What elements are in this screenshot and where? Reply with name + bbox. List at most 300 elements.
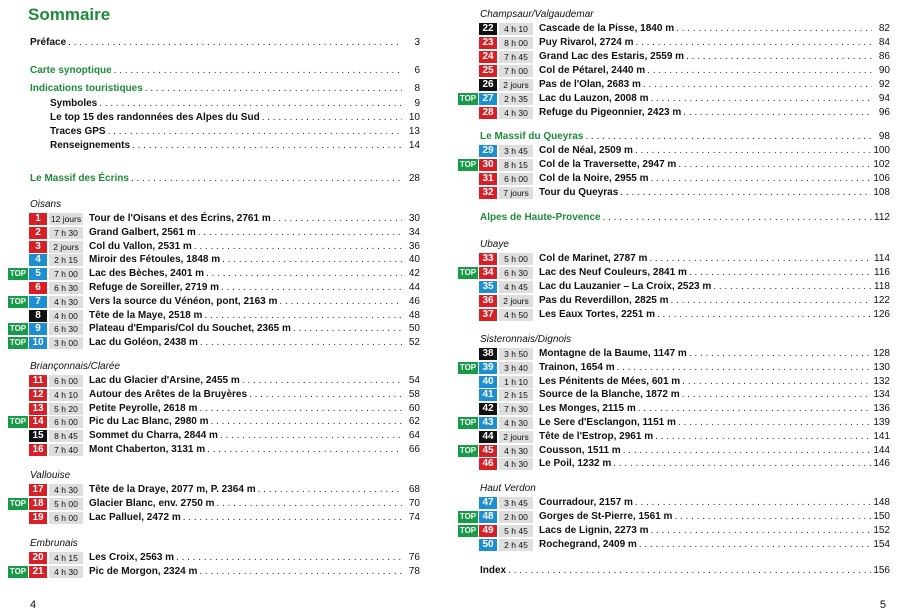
hike-page-number: 134 — [873, 389, 890, 401]
hike-page-number: 82 — [878, 23, 890, 34]
hike-name: Cousson, 1511 m — [539, 444, 621, 456]
hike-page-number: 136 — [873, 403, 890, 415]
leader-dots — [649, 252, 872, 266]
hike-number-badge: 29 — [479, 145, 497, 157]
hike-page-number: 50 — [408, 323, 420, 335]
hike-row[interactable] — [8, 212, 420, 226]
hike-number-badge: 5 — [29, 268, 47, 280]
leader-dots — [674, 510, 871, 524]
hike-row[interactable] — [458, 347, 890, 361]
leader-dots — [258, 483, 402, 497]
leader-dots — [650, 524, 871, 538]
hike-row[interactable] — [458, 158, 890, 172]
hike-number-badge: 15 — [29, 430, 47, 442]
duration-badge: 4 h 10 — [49, 389, 83, 401]
section-heading-page: 112 — [874, 212, 890, 223]
hike-name: Les Monges, 2115 m — [539, 403, 636, 415]
leader-dots — [676, 22, 872, 36]
hike-name: Col de Marinet, 2787 m — [539, 253, 648, 264]
hike-page-number: 52 — [408, 337, 420, 349]
duration-badge: 4 h 30 — [499, 417, 533, 429]
hike-page-number: 60 — [408, 402, 420, 414]
hike-number-badge: 48 — [479, 511, 497, 523]
leader-dots — [686, 50, 872, 64]
hike-number-badge: 50 — [479, 539, 497, 551]
leader-dots — [279, 295, 402, 309]
top-badge: TOP — [459, 94, 477, 103]
duration-badge: 4 h 30 — [499, 445, 533, 457]
hike-number-badge: 23 — [479, 37, 497, 49]
duration-badge: 2 jours — [499, 79, 533, 91]
region-heading: Embrunais — [30, 538, 78, 549]
hike-name: Lac des Neuf Couleurs, 2841 m — [539, 267, 687, 278]
hike-name: Pas du Reverdillon, 2825 m — [539, 295, 669, 306]
hike-page-number: 128 — [873, 348, 890, 359]
duration-badge: 4 h 50 — [499, 309, 533, 321]
hike-page-number: 139 — [873, 417, 890, 428]
duration-badge: 7 h 30 — [49, 227, 83, 239]
duration-badge: 8 h 15 — [499, 159, 533, 171]
leader-dots — [655, 430, 871, 444]
hike-page-number: 62 — [408, 416, 420, 428]
duration-badge: 2 jours — [499, 431, 533, 443]
hike-name: Col de Pétarel, 2440 m — [539, 65, 646, 76]
index-page-number: 156 — [873, 565, 890, 576]
hike-number-badge: 7 — [29, 296, 47, 308]
hike-number-badge: 31 — [479, 173, 497, 185]
hike-number-badge: 37 — [479, 309, 497, 321]
hike-name: Lacs de Lignin, 2273 m — [539, 525, 649, 536]
leader-dots — [199, 565, 402, 579]
hike-number-badge: 49 — [479, 525, 497, 537]
duration-badge: 4 h 30 — [499, 458, 533, 470]
hike-row[interactable] — [8, 253, 420, 267]
hike-row[interactable] — [8, 267, 420, 281]
toc-label: Le top 15 des randonnées des Alpes du Sud — [50, 112, 260, 123]
hike-row[interactable] — [8, 511, 420, 525]
hike-page-number: 92 — [878, 79, 890, 90]
hike-number-badge: 45 — [479, 445, 497, 457]
hike-number-badge: 8 — [29, 310, 47, 322]
duration-badge: 2 h 15 — [499, 389, 533, 401]
hike-name: Col du Vallon, 2531 m — [89, 240, 192, 252]
hike-row[interactable] — [8, 565, 420, 579]
hike-name: Plateau d'Emparis/Col du Souchet, 2365 m — [89, 323, 291, 335]
hike-row[interactable] — [458, 78, 890, 92]
hike-number-badge: 22 — [479, 23, 497, 35]
hike-page-number: 106 — [873, 173, 890, 184]
duration-badge: 2 jours — [49, 241, 83, 253]
hike-name: Gorges de St-Pierre, 1561 m — [539, 511, 673, 522]
leader-dots — [643, 78, 872, 92]
hike-name: Col de la Noire, 2955 m — [539, 173, 649, 184]
hike-number-badge: 28 — [479, 107, 497, 119]
hike-page-number: 114 — [874, 253, 890, 264]
hike-page-number: 34 — [408, 226, 420, 238]
hike-page-number: 36 — [408, 240, 420, 252]
hike-page-number: 146 — [873, 458, 890, 470]
hike-row[interactable] — [8, 483, 420, 497]
leader-dots — [508, 564, 871, 578]
hike-page-number: 30 — [408, 213, 420, 224]
hike-number-badge: 9 — [29, 323, 47, 335]
hike-number-badge: 39 — [479, 362, 497, 374]
leader-dots — [638, 402, 872, 416]
hike-row[interactable] — [458, 64, 890, 78]
hike-number-badge: 43 — [479, 417, 497, 429]
hike-name: Miroir des Fétoules, 1848 m — [89, 254, 221, 266]
hike-number-badge: 10 — [29, 337, 47, 349]
hike-number-badge: 26 — [479, 79, 497, 91]
hike-row[interactable] — [458, 388, 890, 402]
hike-row[interactable] — [458, 430, 890, 444]
toc-entry[interactable] — [30, 139, 420, 153]
hike-number-badge: 38 — [479, 348, 497, 360]
section-heading[interactable] — [480, 130, 890, 144]
duration-badge: 7 h 30 — [499, 403, 533, 415]
hike-name: Lac du Goléon, 2438 m — [89, 337, 198, 349]
hike-name: Montagne de la Baume, 1147 m — [539, 348, 687, 359]
hike-name: Lac des Bèches, 2401 m — [89, 268, 205, 280]
hike-name: Lac du Glacier d'Arsine, 2455 m — [89, 375, 240, 386]
leader-dots — [131, 172, 402, 186]
hike-page-number: 148 — [873, 497, 890, 508]
hike-number-badge: 18 — [29, 498, 47, 510]
folio-left: 4 — [30, 599, 37, 611]
hike-name: Trainon, 1654 m — [539, 361, 615, 373]
toc-label: Préface — [30, 37, 67, 48]
hike-number-badge: 16 — [29, 444, 47, 456]
duration-badge: 2 h 45 — [499, 539, 533, 551]
leader-dots — [689, 266, 872, 280]
leader-dots — [620, 186, 871, 200]
hike-name: Tour du Queyras — [539, 187, 619, 198]
hike-row[interactable] — [8, 429, 420, 443]
hike-row[interactable] — [458, 36, 890, 50]
index-entry[interactable] — [480, 564, 890, 578]
region-heading: Briançonnais/Clarée — [30, 361, 121, 372]
hike-row[interactable] — [458, 402, 890, 416]
hike-number-badge: 24 — [479, 51, 497, 63]
hike-row[interactable] — [8, 336, 420, 350]
leader-dots — [194, 240, 402, 254]
hike-name: Sommet du Charra, 2844 m — [89, 430, 218, 442]
hike-row[interactable] — [458, 457, 890, 471]
hike-page-number: 70 — [408, 497, 420, 509]
duration-badge: 1 h 10 — [499, 376, 533, 388]
hike-page-number: 132 — [873, 375, 890, 387]
region-heading: Haut Verdon — [480, 483, 536, 494]
hike-number-badge: 4 — [29, 254, 47, 266]
hike-number-badge: 32 — [479, 187, 497, 199]
hike-number-badge: 12 — [29, 389, 47, 401]
hike-row[interactable] — [458, 524, 890, 538]
hike-name: Pic du Lac Blanc, 2980 m — [89, 416, 209, 428]
hike-row[interactable] — [8, 240, 420, 254]
hike-page-number: 48 — [408, 309, 420, 321]
leader-dots — [132, 139, 402, 153]
hike-number-badge: 46 — [479, 458, 497, 470]
top-badge: TOP — [9, 324, 27, 334]
duration-badge: 6 h 00 — [49, 375, 83, 387]
top-badge: TOP — [459, 268, 477, 277]
leader-dots — [635, 144, 871, 158]
hike-name: Pic de Morgon, 2324 m — [89, 565, 198, 577]
toc-entry[interactable] — [30, 172, 420, 186]
duration-badge: 7 h 00 — [499, 65, 533, 77]
hike-page-number: 42 — [408, 268, 420, 280]
hike-page-number: 90 — [878, 65, 890, 76]
hike-row[interactable] — [458, 144, 890, 158]
hike-name: Refuge du Pigeonnier, 2423 m — [539, 107, 682, 118]
hike-page-number: 74 — [408, 511, 420, 523]
hike-number-badge: 21 — [29, 566, 47, 578]
toc-entry[interactable] — [30, 64, 420, 78]
hike-row[interactable] — [8, 497, 420, 511]
hike-page-number: 94 — [878, 93, 890, 104]
hike-number-badge: 25 — [479, 65, 497, 77]
hike-number-badge: 20 — [29, 552, 47, 564]
toc-page-number: 28 — [408, 173, 420, 184]
leader-dots — [204, 309, 402, 323]
hike-page-number: 86 — [878, 51, 890, 62]
leader-dots — [222, 253, 402, 267]
hike-row[interactable] — [8, 551, 420, 565]
hike-row[interactable] — [458, 496, 890, 510]
leader-dots — [603, 211, 872, 225]
duration-badge: 4 h 45 — [499, 281, 533, 293]
section-heading-label: Le Massif du Queyras — [480, 131, 584, 142]
duration-badge: 3 h 00 — [49, 337, 83, 349]
hike-name: Les Croix, 2563 m — [89, 552, 175, 563]
duration-badge: 5 h 20 — [49, 403, 83, 415]
hike-page-number: 130 — [873, 361, 890, 373]
toc-label: Indications touristiques — [30, 83, 143, 94]
hike-number-badge: 44 — [479, 431, 497, 443]
hike-row[interactable] — [458, 294, 890, 308]
leader-dots — [99, 97, 402, 111]
duration-badge: 6 h 30 — [499, 267, 533, 279]
hike-row[interactable] — [8, 443, 420, 457]
hike-row[interactable] — [8, 226, 420, 240]
duration-badge: 2 h 35 — [499, 93, 533, 105]
leader-dots — [647, 64, 872, 78]
leader-dots — [293, 322, 402, 336]
hike-number-badge: 13 — [29, 403, 47, 415]
hike-row[interactable] — [8, 374, 420, 388]
hike-row[interactable] — [458, 444, 890, 458]
hike-row[interactable] — [458, 186, 890, 200]
leader-dots — [683, 106, 872, 120]
leader-dots — [114, 64, 402, 78]
section-heading-page: 98 — [878, 131, 890, 142]
top-badge: TOP — [459, 160, 477, 169]
hike-row[interactable] — [458, 416, 890, 430]
hike-name: Source de la Blanche, 1872 m — [539, 389, 680, 401]
hike-row[interactable] — [8, 309, 420, 323]
hike-name: Lac du Lauzon, 2008 m — [539, 93, 649, 104]
toc-page-number: 3 — [414, 37, 420, 48]
leader-dots — [211, 415, 403, 429]
hike-name: Col de la Traversette, 2947 m — [539, 159, 677, 170]
top-badge: TOP — [9, 296, 27, 306]
hike-row[interactable] — [458, 538, 890, 552]
hike-name: Grand Galbert, 2561 m — [89, 226, 196, 238]
hike-name: Tour de l'Oisans et des Écrins, 2761 m — [89, 213, 271, 224]
hike-row[interactable] — [458, 510, 890, 524]
section-heading[interactable] — [480, 211, 890, 225]
top-badge: TOP — [9, 269, 27, 279]
hike-number-badge: 35 — [479, 281, 497, 293]
hike-page-number: 122 — [873, 295, 890, 306]
toc-page-number: 10 — [408, 112, 420, 123]
leader-dots — [221, 281, 402, 295]
leader-dots — [623, 444, 872, 458]
hike-page-number: 76 — [408, 552, 420, 563]
leader-dots — [199, 402, 402, 416]
hike-name: Lac Palluel, 2472 m — [89, 511, 181, 523]
duration-badge: 7 h 40 — [49, 444, 83, 456]
toc-entry[interactable] — [30, 82, 420, 96]
hike-page-number: 102 — [873, 159, 890, 170]
leader-dots — [682, 388, 872, 402]
hike-page-number: 84 — [878, 37, 890, 48]
duration-badge: 7 h 00 — [49, 268, 83, 280]
hike-row[interactable] — [8, 415, 420, 429]
hike-row[interactable] — [458, 280, 890, 294]
hike-name: Cascade de la Pisse, 1840 m — [539, 23, 675, 34]
toc-page-number: 14 — [408, 140, 420, 151]
hike-number-badge: 34 — [479, 267, 497, 279]
hike-row[interactable] — [458, 266, 890, 280]
leader-dots — [198, 226, 402, 240]
duration-badge: 4 h 30 — [49, 296, 83, 308]
hike-page-number: 44 — [408, 282, 420, 293]
duration-badge: 2 jours — [499, 295, 533, 307]
duration-badge: 6 h 30 — [49, 282, 83, 294]
leader-dots — [671, 294, 872, 308]
top-badge: TOP — [9, 566, 27, 576]
leader-dots — [689, 347, 871, 361]
hike-number-badge: 6 — [29, 282, 47, 294]
duration-badge: 8 h 45 — [49, 430, 83, 442]
hike-page-number: 66 — [408, 444, 420, 455]
hike-name: Autour des Arêtes de la Bruyères — [89, 388, 248, 400]
hike-name: Vers la source du Vénéon, pont, 2163 m — [89, 295, 278, 307]
toc-page-number: 13 — [408, 126, 420, 137]
hike-row[interactable] — [458, 252, 890, 266]
hike-row[interactable] — [458, 172, 890, 186]
leader-dots — [585, 130, 872, 144]
region-heading: Ubaye — [480, 239, 509, 250]
hike-number-badge: 2 — [29, 227, 47, 239]
hike-row[interactable] — [458, 22, 890, 36]
toc-label: Symboles — [50, 98, 98, 109]
leader-dots — [249, 388, 402, 402]
duration-badge: 7 jours — [499, 187, 533, 199]
leader-dots — [273, 212, 402, 226]
hike-row[interactable] — [8, 322, 420, 336]
leader-dots — [200, 336, 402, 350]
duration-badge: 3 h 50 — [499, 348, 533, 360]
page-title: Sommaire — [28, 5, 111, 24]
leader-dots — [650, 92, 872, 106]
leader-dots — [108, 125, 402, 139]
toc-entry[interactable] — [30, 36, 420, 50]
leader-dots — [220, 429, 402, 443]
toc-entry[interactable] — [30, 97, 420, 111]
hike-name: Refuge de Soreiller, 2719 m — [89, 282, 220, 293]
leader-dots — [262, 111, 402, 125]
leader-dots — [145, 82, 402, 96]
hike-name: Petite Peyrolle, 2618 m — [89, 402, 198, 414]
toc-label: Traces GPS — [50, 126, 106, 137]
hike-number-badge: 42 — [479, 403, 497, 415]
duration-badge: 4 h 15 — [49, 552, 83, 564]
hike-row[interactable] — [458, 308, 890, 322]
hike-row[interactable] — [8, 388, 420, 402]
hike-row[interactable] — [458, 361, 890, 375]
hike-name: Mont Chaberton, 3131 m — [89, 444, 206, 455]
hike-number-badge: 3 — [29, 241, 47, 253]
hike-row[interactable] — [458, 50, 890, 64]
hike-row[interactable] — [458, 106, 890, 120]
region-heading: Sisteronnais/Dignois — [480, 334, 572, 345]
hike-row[interactable] — [8, 281, 420, 295]
hike-name: Puy Rivarol, 2724 m — [539, 37, 634, 48]
duration-badge: 5 h 00 — [49, 498, 83, 510]
region-heading: Vallouise — [30, 470, 71, 481]
hike-row[interactable] — [8, 295, 420, 309]
toc-entry[interactable] — [30, 111, 420, 125]
top-badge: TOP — [459, 526, 477, 535]
leader-dots — [678, 416, 871, 430]
duration-badge: 6 h 00 — [49, 416, 83, 428]
duration-badge: 3 h 45 — [499, 497, 533, 509]
hike-page-number: 46 — [408, 295, 420, 307]
duration-badge: 5 h 00 — [499, 253, 533, 265]
hike-page-number: 78 — [408, 565, 420, 577]
leader-dots — [613, 457, 871, 471]
hike-name: Pas de l'Olan, 2683 m — [539, 79, 641, 90]
leader-dots — [206, 267, 402, 281]
hike-row[interactable] — [458, 92, 890, 106]
hike-page-number: 141 — [873, 430, 890, 442]
hike-name: Glacier Blanc, env. 2750 m — [89, 497, 215, 509]
top-badge: TOP — [9, 498, 27, 508]
hike-name: Tête de l'Estrop, 2961 m — [539, 430, 654, 442]
hike-number-badge: 19 — [29, 512, 47, 524]
hike-row[interactable] — [8, 402, 420, 416]
toc-page-number: 8 — [414, 83, 420, 94]
top-badge: TOP — [9, 417, 27, 427]
toc-page-number: 6 — [414, 65, 420, 76]
leader-dots — [635, 496, 871, 510]
hike-name: Courradour, 2157 m — [539, 497, 633, 508]
leader-dots — [713, 280, 872, 294]
leader-dots — [682, 375, 871, 389]
leader-dots — [617, 361, 872, 375]
hike-page-number: 150 — [873, 511, 890, 522]
toc-entry[interactable] — [30, 125, 420, 139]
toc-label: Le Massif des Écrins — [30, 173, 129, 184]
hike-page-number: 100 — [873, 145, 890, 156]
hike-row[interactable] — [458, 375, 890, 389]
section-heading-label: Alpes de Haute-Provence — [480, 212, 601, 223]
duration-badge: 4 h 00 — [49, 310, 83, 322]
duration-badge: 2 h 15 — [49, 254, 83, 266]
leader-dots — [183, 511, 402, 525]
